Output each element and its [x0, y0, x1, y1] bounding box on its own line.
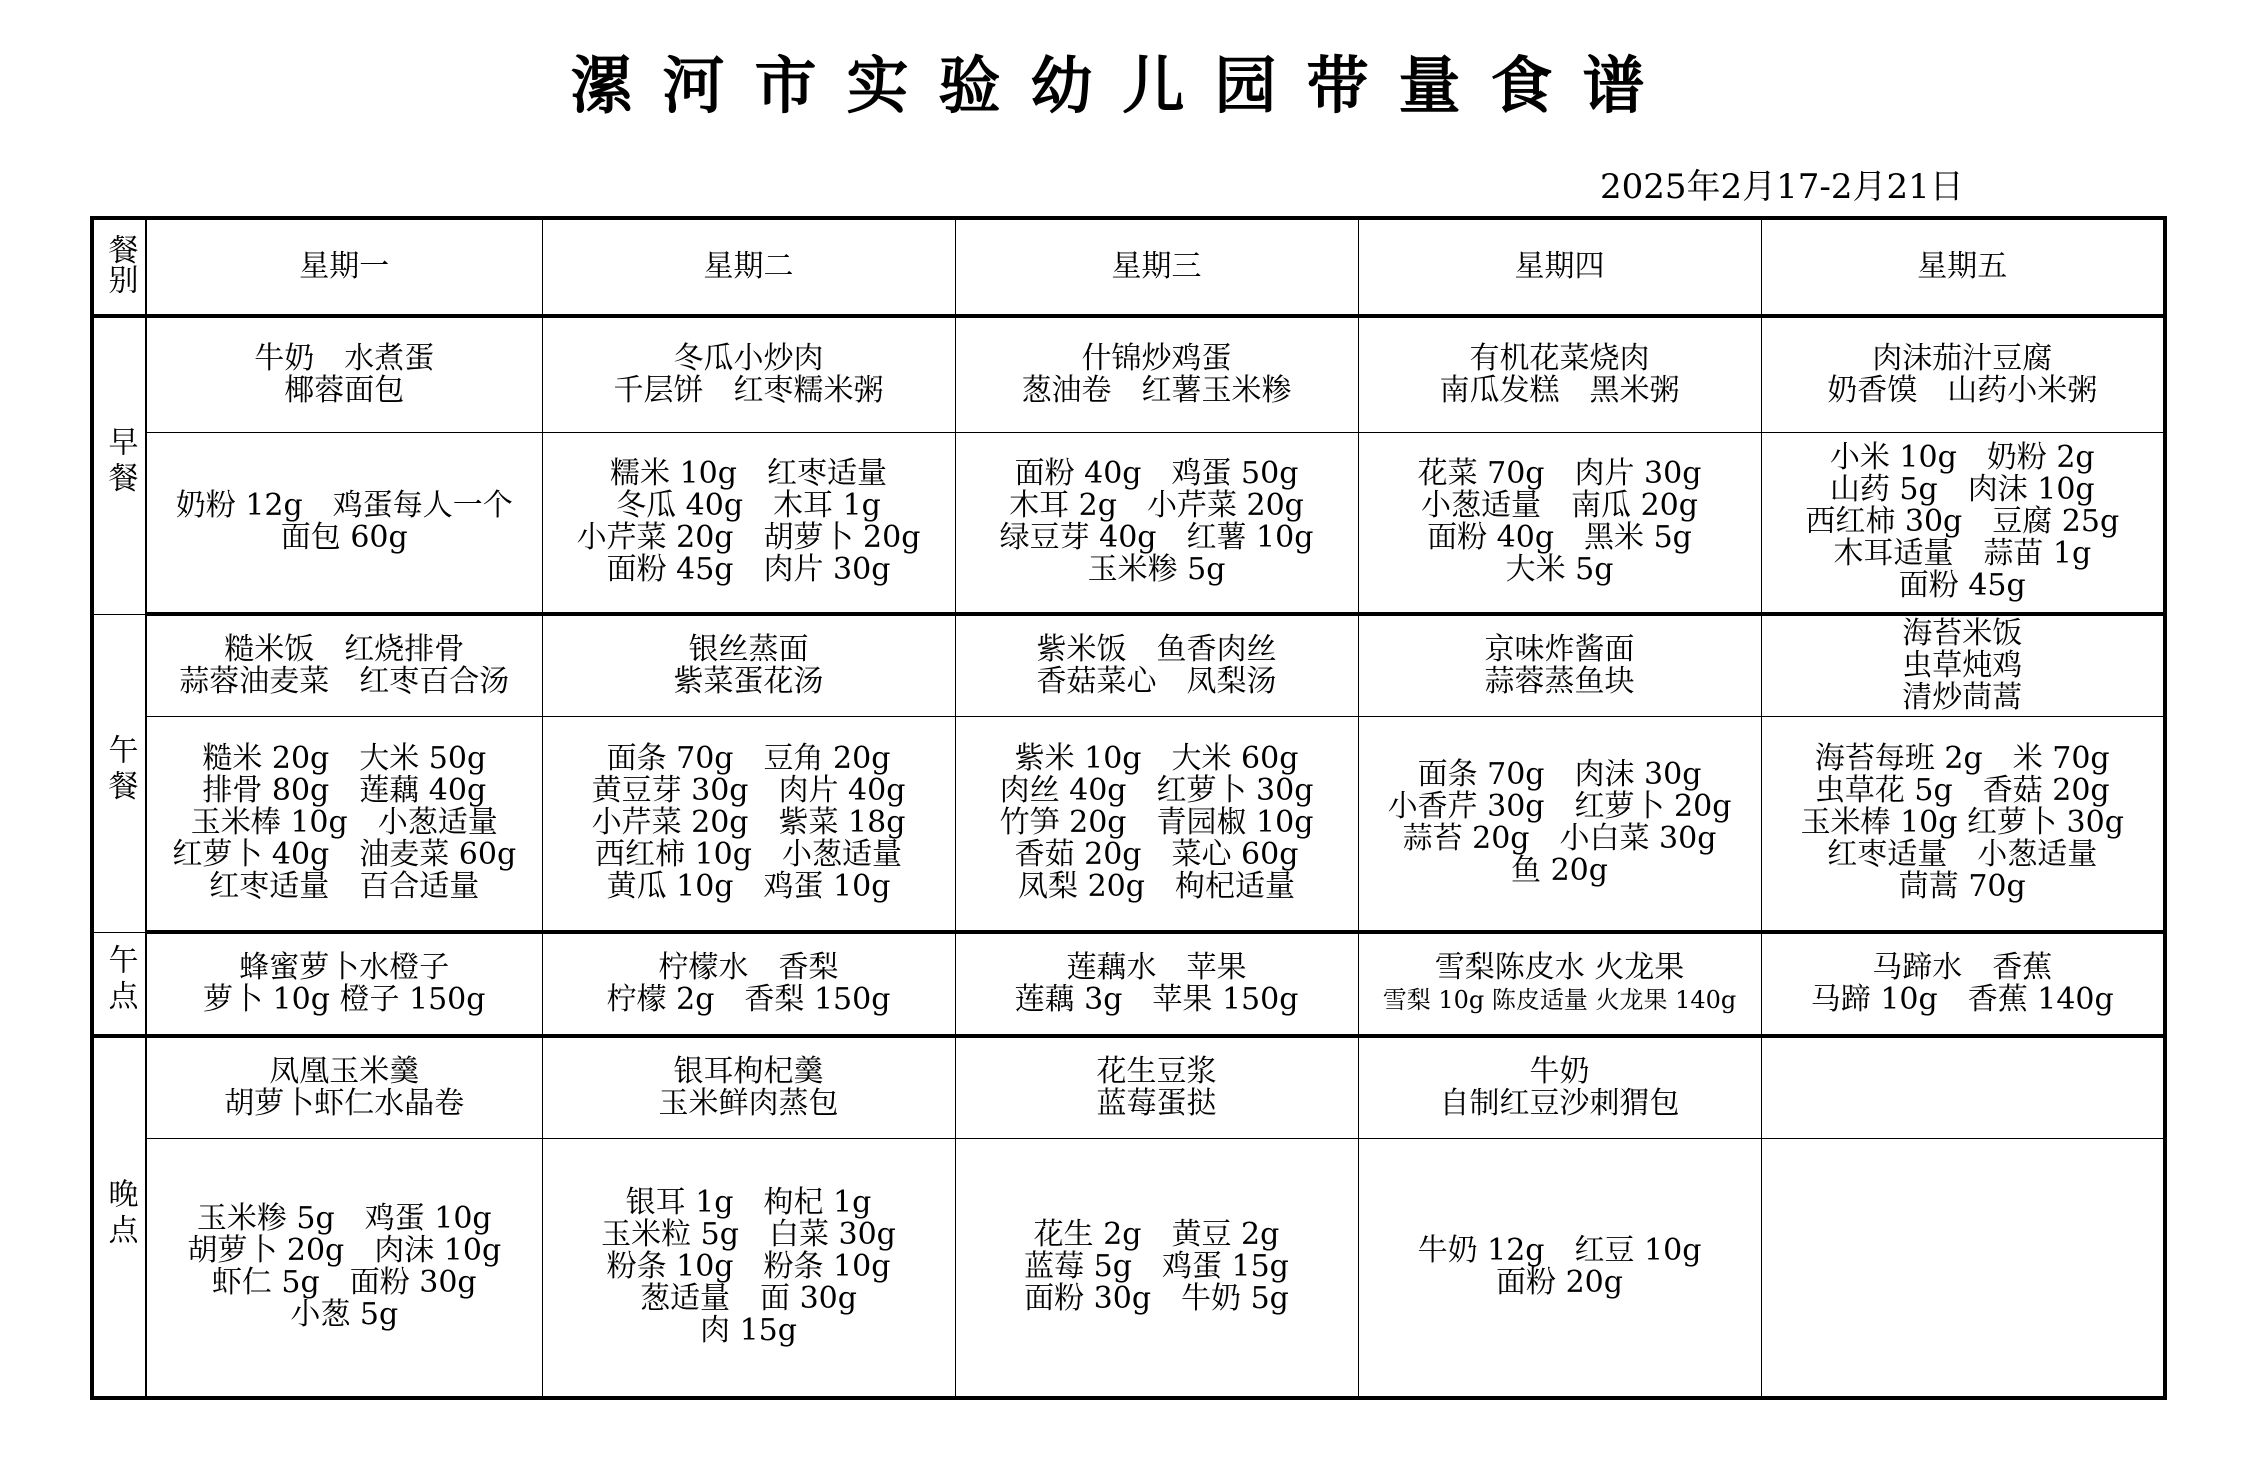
menu-line: 京味炸酱面 [1484, 631, 1635, 667]
menu-line: 小葱适量 南瓜 20g [1421, 488, 1698, 524]
menu-cell [542, 716, 955, 932]
menu-line: 香菇菜心 凤梨汤 [1036, 663, 1277, 699]
menu-line: 木耳适量 蒜苗 1g [1833, 536, 2092, 572]
menu-line: 面粉 20g [1496, 1265, 1623, 1301]
menu-line: 紫米 10g 大米 60g [1014, 741, 1299, 777]
menu-cell [146, 1138, 542, 1398]
menu-line: 马蹄水 香蕉 [1872, 950, 2053, 985]
menu-cell [1358, 432, 1761, 614]
menu-line: 香茹 20g 菜心 60g [1014, 837, 1299, 873]
menu-line: 胡萝卜 20g 肉沫 10g [187, 1233, 502, 1269]
meal-label-lunch: 午餐 [92, 614, 146, 932]
menu-cell [146, 716, 542, 932]
document-title: 漯河市实验幼儿园带量食谱 [570, 49, 1675, 122]
menu-line: 玉米粒 5g 白菜 30g [601, 1217, 896, 1253]
menu-cell [146, 1036, 542, 1138]
menu-cell [542, 1138, 955, 1398]
menu-line: 糙米 20g 大米 50g [202, 741, 487, 777]
menu-line: 山药 5g 肉沫 10g [1829, 472, 2095, 508]
menu-line: 蒜苔 20g 小白菜 30g [1402, 821, 1717, 857]
menu-line: 柠檬水 香梨 [658, 950, 839, 985]
menu-line: 粉条 10g 粉条 10g [606, 1249, 891, 1285]
menu-cell [1358, 614, 1761, 716]
menu-line: 肉 15g [700, 1313, 797, 1349]
menu-line: 南瓜发糕 黑米粥 [1439, 372, 1680, 408]
menu-line: 银丝蒸面 [688, 631, 809, 667]
menu-cell [955, 316, 1358, 432]
menu-line: 紫菜蛋花汤 [673, 663, 824, 699]
menu-line: 雪梨 10g 陈皮适量 火龙果 140g [1382, 986, 1737, 1014]
menu-line: 绿豆芽 40g 红薯 10g [999, 520, 1314, 556]
menu-line: 面粉 45g [1898, 568, 2026, 604]
menu-cell [955, 1036, 1358, 1138]
menu-line: 冬瓜小炒肉 [673, 340, 824, 376]
menu-table [90, 216, 2167, 1400]
menu-cell [1761, 316, 2165, 432]
menu-line: 虾仁 5g 面粉 30g [211, 1265, 477, 1301]
breakfast-amounts-row [92, 432, 2165, 614]
menu-line: 葱适量 面 30g [640, 1281, 857, 1317]
menu-cell [542, 614, 955, 716]
menu-line: 银耳枸杞羹 [673, 1053, 824, 1089]
header-row [92, 218, 2165, 316]
menu-cell [1761, 432, 2165, 614]
menu-line: 面粉 40g 黑米 5g [1427, 520, 1692, 556]
menu-cell [1358, 1036, 1761, 1138]
menu-line: 有机花菜烧肉 [1469, 340, 1650, 376]
lunch-amounts-row [92, 716, 2165, 932]
menu-line: 牛奶 [1529, 1053, 1590, 1089]
menu-line: 玉米糁 5g [1087, 552, 1226, 588]
menu-line: 面粉 40g 鸡蛋 50g [1014, 456, 1299, 492]
menu-line: 面粉 30g 牛奶 5g [1024, 1281, 1289, 1317]
menu-cell [1761, 716, 2165, 932]
menu-line: 面条 70g 豆角 20g [606, 741, 891, 777]
menu-line: 虫草炖鸡 [1902, 647, 2023, 683]
menu-line: 奶粉 12g 鸡蛋每人一个 [175, 488, 513, 524]
menu-line: 竹笋 20g 青园椒 10g [999, 805, 1314, 841]
menu-line: 蓝莓 5g 鸡蛋 15g [1024, 1249, 1289, 1285]
menu-line: 西红柿 30g 豆腐 25g [1805, 504, 2120, 540]
menu-cell [1358, 316, 1761, 432]
menu-line: 胡萝卜虾仁水晶卷 [224, 1085, 465, 1121]
menu-line: 清炒茼蒿 [1902, 679, 2023, 715]
menu-cell [1358, 716, 1761, 932]
menu-line: 玉米棒 10g 红萝卜 30g [1800, 805, 2124, 841]
menu-cell [146, 614, 542, 716]
lunch-dishes-row [92, 614, 2165, 716]
menu-line: 蓝莓蛋挞 [1096, 1085, 1217, 1121]
meal-label-breakfast: 早餐 [92, 316, 146, 614]
menu-cell [146, 932, 542, 1036]
menu-cell [146, 432, 542, 614]
menu-line: 葱油卷 红薯玉米糁 [1021, 372, 1292, 408]
menu-line: 马蹄 10g 香蕉 140g [1810, 982, 2114, 1017]
menu-line: 银耳 1g 枸杞 1g [625, 1185, 872, 1221]
menu-line: 红枣适量 小葱适量 [1827, 837, 2098, 873]
menu-line: 虫草花 5g 香菇 20g [1814, 773, 2110, 809]
menu-line: 小米 10g 奶粉 2g [1829, 440, 2095, 476]
menu-line: 椰蓉面包 [284, 372, 405, 408]
menu-line: 海苔每班 2g 米 70g [1814, 741, 2110, 777]
menu-line: 面粉 45g 肉片 30g [606, 552, 891, 588]
menu-cell [146, 316, 542, 432]
menu-line: 海苔米饭 [1902, 615, 2023, 651]
menu-cell-empty [1761, 1036, 2165, 1138]
menu-line: 什锦炒鸡蛋 [1081, 340, 1232, 376]
menu-line: 玉米糁 5g 鸡蛋 10g [196, 1201, 492, 1237]
menu-cell [1358, 1138, 1761, 1398]
day-header-fri: 星期五 [1761, 218, 2165, 316]
menu-line: 雪梨陈皮水 火龙果 [1434, 950, 1685, 985]
menu-line: 莲藕 3g 苹果 150g [1014, 982, 1299, 1017]
dinner-dishes-row [92, 1036, 2165, 1138]
menu-cell [955, 716, 1358, 932]
menu-cell [955, 432, 1358, 614]
menu-line: 冬瓜 40g 木耳 1g [616, 488, 881, 524]
menu-line: 柠檬 2g 香梨 150g [606, 982, 891, 1017]
menu-line: 牛奶 水煮蛋 [254, 340, 435, 376]
day-header-thu: 星期四 [1358, 218, 1761, 316]
menu-cell [542, 316, 955, 432]
menu-cell [955, 932, 1358, 1036]
menu-line: 黄豆芽 30g 肉片 40g [591, 773, 906, 809]
date-range: 2025年2月17-2月21日 [1600, 167, 1964, 207]
menu-line: 大米 5g [1505, 552, 1614, 588]
menu-line: 茼蒿 70g [1898, 869, 2026, 905]
menu-line: 肉丝 40g 红萝卜 30g [999, 773, 1314, 809]
menu-line: 牛奶 12g 红豆 10g [1417, 1233, 1702, 1269]
menu-line: 糯米 10g 红枣适量 [610, 456, 887, 492]
menu-line: 肉沫茄汁豆腐 [1872, 340, 2053, 376]
menu-cell [542, 432, 955, 614]
menu-line: 萝卜 10g 橙子 150g [203, 982, 486, 1017]
menu-line: 凤凰玉米羹 [269, 1053, 420, 1089]
snack-row [92, 932, 2165, 1036]
menu-line: 鱼 20g [1511, 853, 1608, 889]
menu-cell [1358, 932, 1761, 1036]
menu-cell [955, 614, 1358, 716]
menu-line: 小香芹 30g 红萝卜 20g [1387, 789, 1732, 825]
menu-line: 玉米棒 10g 小葱适量 [190, 805, 498, 841]
menu-cell [1761, 614, 2165, 716]
menu-cell [542, 932, 955, 1036]
menu-line: 糙米饭 红烧排骨 [224, 631, 465, 667]
menu-line: 凤梨 20g 枸杞适量 [1018, 869, 1295, 905]
menu-line: 木耳 2g 小芹菜 20g [1009, 488, 1304, 524]
menu-line: 面条 70g 肉沫 30g [1417, 757, 1702, 793]
menu-line: 花菜 70g 肉片 30g [1417, 456, 1702, 492]
day-header-tue: 星期二 [542, 218, 955, 316]
menu-line: 黄瓜 10g 鸡蛋 10g [606, 869, 891, 905]
menu-line: 蜂蜜萝卜水橙子 [239, 950, 450, 985]
menu-line: 千层饼 红枣糯米粥 [613, 372, 884, 408]
menu-line: 紫米饭 鱼香肉丝 [1036, 631, 1277, 667]
day-header-wed: 星期三 [955, 218, 1358, 316]
menu-line: 西红柿 10g 小葱适量 [595, 837, 902, 873]
menu-line: 花生豆浆 [1096, 1053, 1217, 1089]
menu-line: 自制红豆沙刺猬包 [1439, 1085, 1680, 1121]
dinner-amounts-row [92, 1138, 2165, 1398]
menu-line: 蒜蓉蒸鱼块 [1484, 663, 1635, 699]
menu-line: 面包 60g [280, 520, 408, 556]
day-header-mon: 星期一 [146, 218, 542, 316]
menu-line: 小芹菜 20g 胡萝卜 20g [576, 520, 921, 556]
menu-line: 莲藕水 苹果 [1066, 950, 1247, 985]
menu-line: 排骨 80g 莲藕 40g [202, 773, 487, 809]
menu-line: 小葱 5g [290, 1297, 399, 1333]
menu-line: 玉米鲜肉蒸包 [658, 1085, 839, 1121]
menu-line: 蒜蓉油麦菜 红枣百合汤 [179, 663, 510, 699]
meal-label-snack: 午点 [92, 932, 146, 1036]
menu-cell [1761, 932, 2165, 1036]
menu-cell [542, 1036, 955, 1138]
menu-line: 红枣适量 百合适量 [209, 869, 480, 905]
menu-line: 小芹菜 20g 紫菜 18g [591, 805, 906, 841]
menu-cell-empty [1761, 1138, 2165, 1398]
meal-label-dinner: 晚点 [92, 1036, 146, 1398]
breakfast-dishes-row [92, 316, 2165, 432]
menu-cell [955, 1138, 1358, 1398]
menu-line: 花生 2g 黄豆 2g [1033, 1217, 1280, 1253]
menu-line: 红萝卜 40g 油麦菜 60g [172, 837, 517, 873]
meal-column-header: 餐别 [92, 218, 146, 316]
menu-line: 奶香馍 山药小米粥 [1827, 372, 2098, 408]
